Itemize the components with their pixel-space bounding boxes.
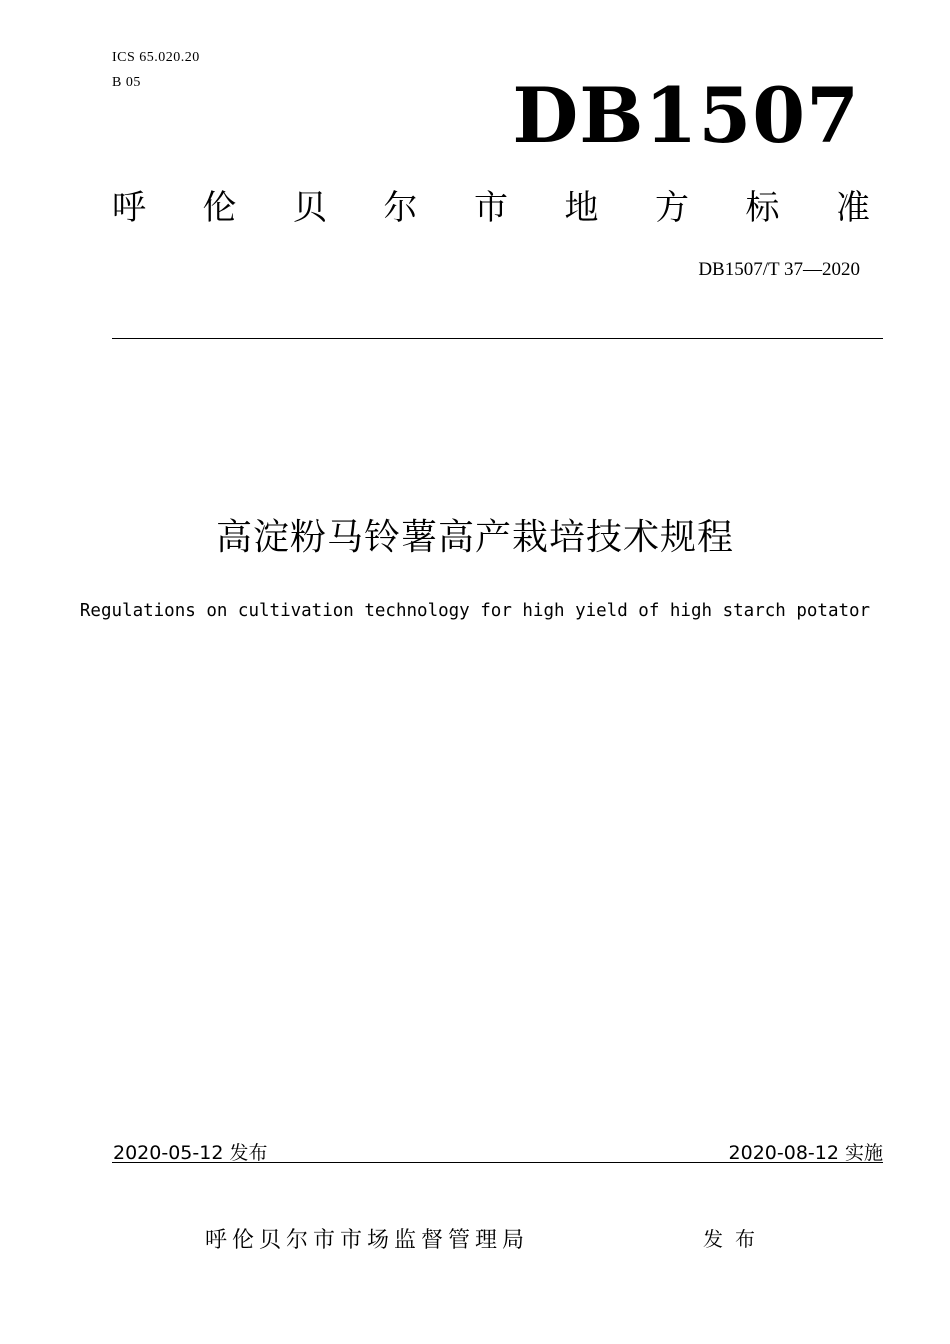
standard-type-char: 伦 [202,188,237,228]
standard-type-char: 地 [564,188,599,228]
standard-type-char: 呼 [112,188,146,228]
issuing-authority: 呼伦贝尔市市场监督管理局 [205,1228,530,1253]
implement-date: 2020-08-12 实施 [728,1142,883,1164]
ics-code: ICS 65.020.20 [112,50,200,65]
standard-type-char: 方 [655,188,689,228]
standard-type-char: 准 [836,188,870,228]
standard-type-char: 标 [745,188,780,228]
publish-date: 2020-05-12 发布 [113,1142,268,1164]
standard-type-char: 贝 [293,188,327,228]
standard-type-char: 市 [474,188,508,228]
issue-label: 发布 [703,1227,767,1251]
footer-divider [112,1162,883,1163]
document-title-chinese: 高淀粉马铃薯高产栽培技术规程 [215,517,734,558]
standard-code-heading: DB1507 [512,71,860,160]
standard-number: DB1507/T 37—2020 [698,259,860,280]
header-divider [112,338,883,339]
standard-type-char: 尔 [383,188,418,228]
document-title-english: Regulations on cultivation technology for high yield of high starch potator [79,601,871,621]
ccs-code: B 05 [112,75,141,90]
standard-type-heading [112,186,870,230]
